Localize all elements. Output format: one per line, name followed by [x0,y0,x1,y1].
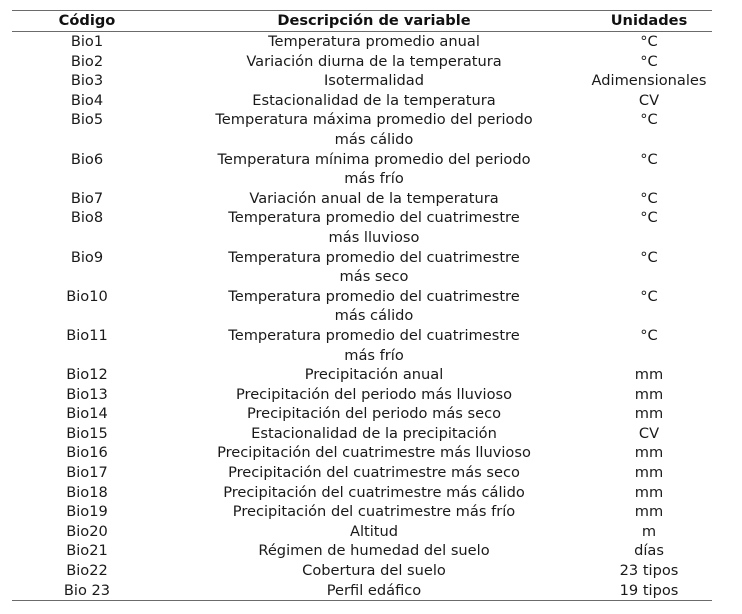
description-line: Precipitación del cuatrimestre más seco [228,464,520,482]
cell-unit: °C [640,287,658,305]
cell-description [162,541,586,561]
description-line: más seco [339,268,409,286]
cell-description [162,189,586,209]
cell-unit: °C [640,150,658,168]
cell-code: Bio21 [66,542,108,560]
cell-description [162,561,586,581]
description-line: Temperatura mínima promedio del periodo [217,150,531,168]
table-row [12,502,712,522]
table-row [12,541,712,561]
cell-unit: mm [634,444,664,462]
cell-description [162,71,586,91]
cell-unit: °C [640,209,658,227]
header-row [12,11,712,32]
description-line: Isotermalidad [323,72,425,90]
cell-description [162,581,586,601]
table-row [12,385,712,405]
cell-unit: mm [634,366,664,384]
table-row [12,208,712,247]
description-line: Precipitación anual [304,366,444,384]
description-line: Precipitación del periodo más seco [246,405,502,423]
cell-description [162,52,586,72]
description-line: Precipitación del cuatrimestre más frío [232,503,516,521]
cell-description [162,424,586,444]
cell-description [162,502,586,522]
description-line: Precipitación del cuatrimestre más lluvioso [217,444,531,462]
cell-code: Bio8 [70,209,104,227]
header-descripcion: Descripción de variable [162,11,586,32]
cell-unit: °C [640,248,658,266]
cell-code: Bio19 [66,503,108,521]
table-row [12,52,712,72]
description-line: Variación diurna de la temperatura [246,52,502,70]
cell-code: Bio11 [66,326,108,344]
cell-description [162,326,586,365]
cell-code: Bio1 [70,33,104,50]
description-line: Variación anual de la temperatura [249,189,499,207]
description-line: Estacionalidad de la precipitación [251,424,497,442]
cell-code: Bio20 [66,522,108,540]
description-line: Temperatura promedio del cuatrimestre [228,326,520,344]
description-line: Temperatura máxima promedio del periodo [215,111,533,129]
table-row [12,91,712,111]
cell-code: Bio2 [70,52,104,70]
description-line: más frío [344,170,404,188]
cell-description [162,110,586,149]
header-codigo: Código [12,11,162,32]
cell-code: Bio10 [66,287,108,305]
cell-unit: °C [640,33,658,50]
variables-table [12,10,712,601]
cell-unit: mm [634,464,664,482]
description-line: Régimen de humedad del suelo [258,542,490,560]
cell-unit: días [634,542,664,560]
cell-code: Bio13 [66,385,108,403]
cell-unit: Adimensionales [591,72,707,90]
cell-code: Bio4 [70,91,104,109]
cell-code: Bio12 [66,366,108,384]
table-row [12,189,712,209]
table-row [12,424,712,444]
cell-code: Bio22 [66,562,108,580]
cell-unit: °C [640,189,658,207]
description-line: más cálido [334,307,414,325]
cell-unit: mm [634,405,664,423]
table-header [12,11,712,32]
cell-code: Bio18 [66,483,108,501]
cell-code: Bio9 [70,248,104,266]
table-row [12,404,712,424]
description-line: Temperatura promedio del cuatrimestre [228,209,520,227]
cell-unit: 19 tipos [586,581,712,601]
cell-description [162,483,586,503]
cell-description [162,522,586,542]
table-row [12,326,712,365]
table-row [12,522,712,542]
description-line: Estacionalidad de la temperatura [252,91,496,109]
cell-unit: mm [634,503,664,521]
cell-code: Bio 23 [12,581,162,601]
cell-code: Bio14 [66,405,108,423]
cell-code: Bio3 [70,72,104,90]
cell-description [162,287,586,326]
cell-description [162,443,586,463]
description-line: Perfil edáfico [326,581,422,599]
cell-unit: mm [634,385,664,403]
description-line: Precipitación del periodo más lluvioso [235,385,513,403]
cell-description [162,91,586,111]
cell-description [162,365,586,385]
description-line: más cálido [334,130,414,148]
cell-unit: °C [640,111,658,129]
description-line: Temperatura promedio anual [268,33,480,50]
cell-description [162,385,586,405]
cell-description [162,248,586,287]
table-body [12,32,712,601]
variables-table-container [12,10,712,601]
table-row [12,110,712,149]
table-row [12,150,712,189]
cell-unit: °C [640,52,658,70]
table-row [12,365,712,385]
description-line: Temperatura promedio del cuatrimestre [228,248,520,266]
cell-unit: m [641,522,657,540]
table-row [12,287,712,326]
description-line: Precipitación del cuatrimestre más cálido [223,483,525,501]
cell-unit: °C [640,326,658,344]
cell-unit: mm [634,483,664,501]
table-row [12,32,712,52]
cell-code: Bio16 [66,444,108,462]
cell-unit: CV [638,91,660,109]
cell-description [162,150,586,189]
description-line: más lluvioso [328,228,420,246]
cell-code: Bio5 [70,111,104,129]
table-row [12,248,712,287]
description-line: Altitud [349,522,399,540]
cell-description [162,208,586,247]
description-line: más frío [344,346,404,364]
table-row [12,483,712,503]
cell-description [162,32,586,52]
table-row [12,463,712,483]
cell-code: Bio7 [70,189,104,207]
cell-description [162,463,586,483]
table-row [12,581,712,601]
description-line: Temperatura promedio del cuatrimestre [228,287,520,305]
table-row [12,443,712,463]
table-row [12,561,712,581]
cell-unit: 23 tipos [619,562,679,580]
cell-unit: CV [638,424,660,442]
cell-code: Bio17 [66,464,108,482]
description-line: Cobertura del suelo [302,562,446,580]
cell-code: Bio6 [70,150,104,168]
cell-description [162,404,586,424]
header-unidades: Unidades [586,11,712,32]
table-row [12,71,712,91]
cell-code: Bio15 [66,424,108,442]
